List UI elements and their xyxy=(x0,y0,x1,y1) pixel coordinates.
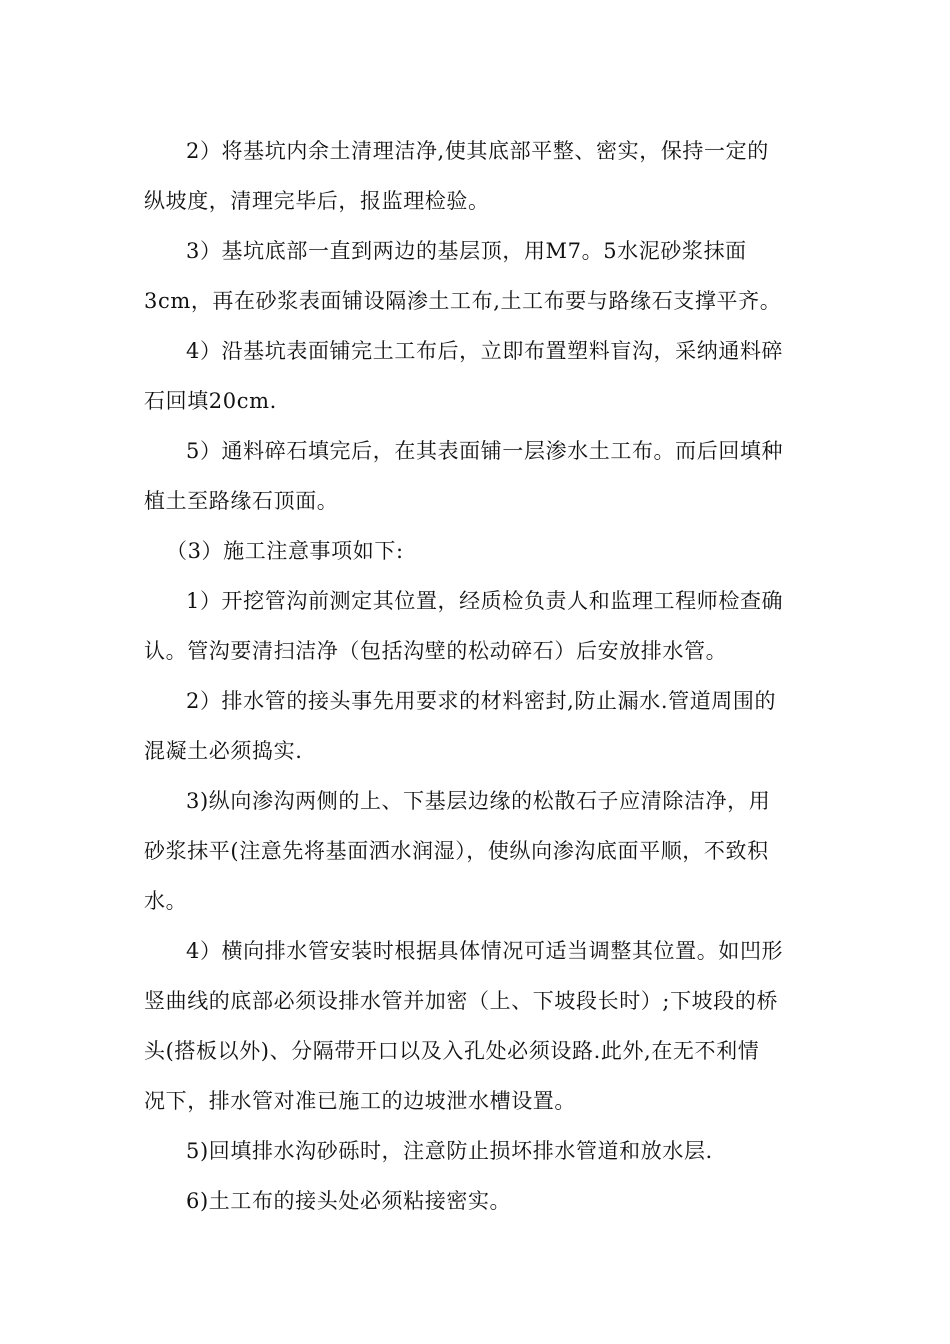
note-3-line-3: 水。 xyxy=(144,889,188,913)
note-4-line-2: 竖曲线的底部必须设排水管并加密（上、下坡段长时）;下坡段的桥 xyxy=(144,989,779,1013)
paragraph-5-line-1: 5）通料碎石填完后，在其表面铺一层渗水土工布。而后回填种 xyxy=(186,439,784,463)
note-4-line-1: 4）横向排水管安装时根据具体情况可适当调整其位置。如凹形 xyxy=(186,939,784,963)
paragraph-5-line-2: 植土至路缘石顶面。 xyxy=(144,489,339,513)
paragraph-2-line-2: 纵坡度，清理完毕后，报监理检验。 xyxy=(144,189,490,213)
paragraph-4-line-1: 4）沿基坑表面铺完土工布后，立即布置塑料盲沟，采纳通料碎 xyxy=(186,339,784,363)
note-4-line-4: 况下，排水管对准已施工的边坡泄水槽设置。 xyxy=(144,1089,576,1113)
note-3-line-2: 砂浆抹平(注意先将基面洒水润湿），使纵向渗沟底面平顺，不致积 xyxy=(144,839,769,863)
note-4-line-3: 头(搭板以外)、分隔带开口以及入孔处必须设路.此外,在无不利情 xyxy=(144,1039,760,1063)
paragraph-2-line-1: 2）将基坑内余土清理洁净,使其底部平整、密实，保持一定的 xyxy=(186,139,769,163)
note-5-line-1: 5)回填排水沟砂砾时，注意防止损坏排水管道和放水层. xyxy=(186,1139,713,1163)
note-1-line-2: 认。管沟要清扫洁净（包括沟壁的松动碎石）后安放排水管。 xyxy=(144,639,728,663)
note-3-line-1: 3)纵向渗沟两侧的上、下基层边缘的松散石子应清除洁净，用 xyxy=(186,789,771,813)
note-1-line-1: 1）开挖管沟前测定其位置，经质检负责人和监理工程师检查确 xyxy=(186,589,784,613)
note-2-line-1: 2）排水管的接头事先用要求的材料密封,防止漏水.管道周围的 xyxy=(186,689,777,713)
note-2-line-2: 混凝土必须捣实. xyxy=(144,739,303,763)
note-6-line-1: 6)土工布的接头处必须粘接密实。 xyxy=(186,1189,512,1213)
paragraph-4-line-2: 石回填20cm. xyxy=(144,389,277,413)
paragraph-3-line-1: 3）基坑底部一直到两边的基层顶，用M7。5水泥砂浆抹面 xyxy=(186,239,747,263)
paragraph-3-line-2: 3cm，再在砂浆表面铺设隔渗土工布,土工布要与路缘石支撑平齐。 xyxy=(144,289,782,313)
section-heading-3: （3）施工注意事项如下: xyxy=(166,539,404,563)
